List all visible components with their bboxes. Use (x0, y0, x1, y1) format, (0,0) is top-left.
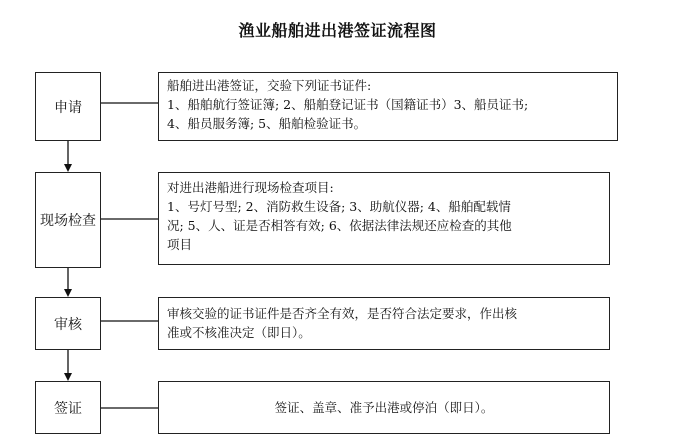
step-apply-description (158, 72, 618, 141)
step-inspect-line-2: 1、号灯号型; 2、消防救生设备; 3、助航仪器; 4、船舶配载情 (167, 199, 511, 214)
flowchart-title: 渔业船舶进出港签证流程图 (238, 21, 437, 40)
step-inspect-label: 现场检查 (40, 213, 96, 229)
step-inspect-line-4: 项目 (167, 237, 193, 252)
step-review-label: 审核 (54, 316, 82, 333)
step-inspect-description (158, 172, 610, 265)
step-review-line-1: 审核交验的证书证件是否齐全有效，是否符合法定要求，作出核 (167, 306, 518, 321)
step-inspect-box (35, 172, 101, 268)
step-apply-line-3: 4、船员服务簿; 5、船舶检验证书。 (167, 116, 367, 131)
step-review-line-2: 准或不核准决定（即日）。 (167, 325, 311, 340)
step-visa-line-1: 签证、盖章、准予出港或停泊（即日）。 (274, 400, 494, 415)
step-apply-line-2: 1、船舶航行签证簿; 2、船舶登记证书（国籍证书）3、船员证书; (167, 97, 529, 112)
step-apply-line-1: 船舶进出港签证，交验下列证书证件: (167, 78, 372, 93)
step-review-description (158, 297, 610, 350)
step-visa-box (35, 381, 101, 434)
step-review-box (35, 297, 101, 350)
step-apply-box (35, 72, 101, 141)
step-inspect-line-3: 况; 5、人、证是否相答有效; 6、依据法律法规还应检查的其他 (167, 218, 512, 233)
step-visa-label: 签证 (54, 400, 82, 417)
step-visa-description (158, 381, 610, 434)
step-inspect-line-1: 对进出港船进行现场检查项目: (167, 180, 334, 195)
step-apply-label: 申请 (54, 99, 82, 116)
